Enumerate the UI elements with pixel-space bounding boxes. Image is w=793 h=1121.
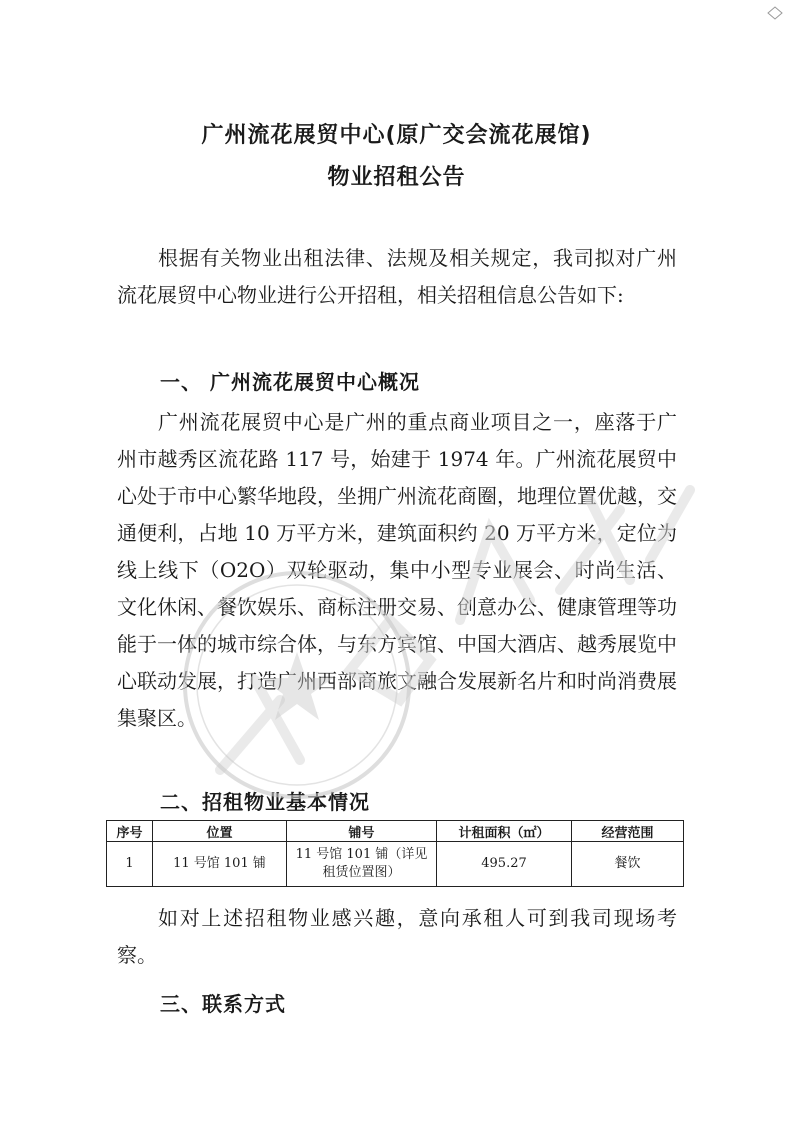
section-3-heading: 三、联系方式 (160, 992, 286, 1016)
intro-paragraph: 根据有关物业出租法律、法规及相关规定，我司拟对广州流花展贸中心物业进行公开招租，相关招租信息公告如下: (117, 246, 677, 307)
section-2-note: 如对上述招租物业感兴趣，意向承租人可到我司现场考察。 (117, 906, 677, 967)
section-1-body: 广州流花展贸中心是广州的重点商业项目之一，座落于广州市越秀区流花路 117 号，始建于 1974 年。广州流花展贸中心处于市中心繁华地段，坐拥广州流花商圈，地理位置优越，交通便利，占地 10 万平方米，建筑面积约 20 万平方米，定位为线上线下（O2O）双轮驱动，集中小型专业展会、时尚生活、文化休闲、餐饮娱乐、商标注册交易、创意办公、健康管理等功能于一体的城市综合体，与东方宾馆、中国大酒店、越秀展览中心联动发展，打造广州西部商旅文融合发展新名片和时尚消费展集聚区。 (117, 410, 677, 730)
table-header-row (107, 821, 684, 842)
table-header-cell: 经营范围 (572, 821, 684, 842)
table-header-cell: 计租面积（㎡） (437, 821, 572, 842)
table-cell: 1 (107, 842, 153, 887)
table-row (107, 842, 684, 887)
corner-mark-icon (767, 6, 783, 20)
table-cell: 11 号馆 101 铺（详见租赁位置图） (287, 842, 437, 887)
table-cell: 餐饮 (572, 842, 684, 887)
rental-property-table (106, 820, 684, 887)
title-line-2: 物业招租公告 (327, 165, 466, 190)
table-header-cell: 位置 (153, 821, 287, 842)
table-cell: 495.27 (437, 842, 572, 887)
table-cell: 11 号馆 101 铺 (153, 842, 287, 887)
table-header-cell: 铺号 (287, 821, 437, 842)
title-line-1: 广州流花展贸中心(原广交会流花展馆) (201, 123, 592, 148)
section-1-heading: 一、 广州流花展贸中心概况 (160, 370, 420, 394)
table-header-cell: 序号 (107, 821, 153, 842)
section-2-heading: 二、招租物业基本情况 (160, 790, 370, 814)
